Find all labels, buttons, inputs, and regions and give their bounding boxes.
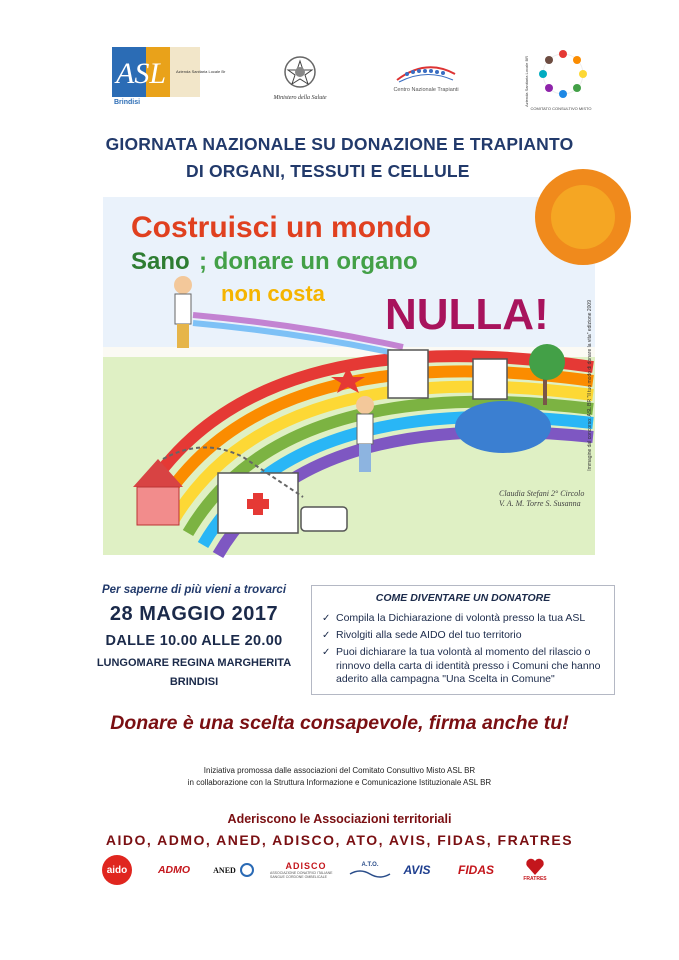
fratres-logo-text: FRATRES <box>523 876 547 882</box>
initiative-line1: Iniziativa promossa dalle associazioni del Comitato Consultivo Misto ASL BR <box>203 766 476 775</box>
admo-logo-text: ADMO <box>157 864 191 876</box>
adisco-logo-text: ADISCO <box>285 861 327 871</box>
fidas-logo-text: FIDAS <box>458 863 494 877</box>
aned-logo <box>208 854 260 886</box>
child-drawing <box>103 197 595 555</box>
ato-logo-text: A.T.O. <box>361 862 379 868</box>
drawing-text-nulla: NULLA! <box>385 290 549 339</box>
ato-wave-icon <box>350 868 390 878</box>
tree-icon <box>529 344 565 380</box>
aned-logo-text: ANED <box>213 865 236 875</box>
how-to-donate-list <box>322 612 610 690</box>
ministero-salute-logo <box>270 53 330 105</box>
drawing-text-sano: Sano <box>131 248 190 275</box>
cnt-people-icon <box>391 60 461 86</box>
asl-logo-tagline: Azienda Sanitaria Locale Br <box>176 69 226 74</box>
check-icon: ✓ <box>322 647 331 658</box>
ccm-caption: COMITATO CONSULTIVO MISTO <box>530 106 592 111</box>
republic-emblem-icon <box>270 53 330 93</box>
event-title-line2: DI ORGANI, TESSUTI E CELLULE <box>186 161 470 181</box>
fidas-logo <box>454 854 498 886</box>
list-item <box>322 612 610 626</box>
ccm-side-text: Azienda Sanitaria Locale BR <box>524 56 529 107</box>
ambulance-shape <box>301 507 347 531</box>
asl-logo-graphic <box>112 47 226 106</box>
asl-logo-text: ASL <box>116 57 167 90</box>
drawing-text-line1: Costruisci un mondo <box>131 211 431 244</box>
asl-logo-city: Brindisi <box>114 99 141 106</box>
list-item <box>322 629 610 643</box>
list-item-text: Puoi dichiarare la tua volontà al momento del rilascio o rinnovo della carta di identità presso i Comuni che hanno aderito alla campagna "Una Scelta in Comune" <box>336 646 601 685</box>
how-to-donate-heading: COME DIVENTARE UN DONATORE <box>375 592 551 604</box>
cnt-caption: Centro Nazionale Trapianti <box>393 87 459 93</box>
associations-heading: Aderiscono le Associazioni territoriali <box>227 812 452 826</box>
lake-shape <box>455 401 551 453</box>
sun-icon <box>535 169 631 265</box>
rainbow-drawing-illustration <box>103 197 595 555</box>
fratres-heart-icon <box>525 858 545 876</box>
event-date: 28 MAGGIO 2017 <box>109 603 279 625</box>
building-shape <box>473 359 507 399</box>
list-item-text: Compila la Dichiarazione di volontà presso la tua ASL <box>336 612 586 624</box>
adisco-logo-subtitle: ASSOCIAZIONE DONATRICI ITALIANE SANGUE CORDONE OMBELICALE <box>270 871 333 879</box>
event-city: BRINDISI <box>169 676 219 688</box>
visit-us-text: Per saperne di più vieni a trovarci <box>101 584 287 596</box>
avis-logo <box>394 854 440 886</box>
centro-trapianti-logo <box>391 60 461 100</box>
ccm-people-circle-icon <box>527 46 593 104</box>
slogan: Donare è una scelta consapevole, firma anche tu! <box>110 712 569 734</box>
comitato-consultivo-logo <box>524 46 593 112</box>
associations-list: AIDO, ADMO, ANED, ADISCO, ATO, AVIS, FIDAS, FRATRES <box>105 832 574 848</box>
drawing-signature: Claudia Stefani 2° Circolo V. A. M. Torre S. Susanna <box>499 489 585 508</box>
aido-logo-text: aido <box>102 855 132 885</box>
aned-circle-icon <box>239 862 255 878</box>
fratres-logo <box>518 854 552 886</box>
drawing-text-line3: non costa <box>221 281 325 306</box>
check-icon: ✓ <box>322 613 331 624</box>
drawing-credit: Immagine dal concorso: ASL BR "Il tuo modo di donare la vita" edizione 2009 <box>587 300 593 471</box>
list-item-text: Rivolgiti alla sede AIDO del tuo territorio <box>336 629 522 641</box>
adisco-logo <box>270 854 342 886</box>
event-hours: DALLE 10.00 ALLE 20.00 <box>105 633 283 649</box>
event-venue: LUNGOMARE REGINA MARGHERITA <box>96 657 292 669</box>
avis-logo-text: AVIS <box>403 863 431 877</box>
event-title-line1: GIORNATA NAZIONALE SU DONAZIONE E TRAPIANTO <box>105 134 574 154</box>
ato-logo <box>348 854 392 886</box>
ministero-caption: Ministero della Salute <box>273 95 327 101</box>
asl-logo <box>112 47 226 106</box>
list-item <box>322 646 610 687</box>
aido-logo <box>100 854 134 886</box>
how-to-donate-box <box>311 585 615 695</box>
initiative-line2: in collaborazione con la Struttura Informazione e Comunicazione Istituzionale ASL BR <box>187 778 492 787</box>
building-shape <box>388 350 428 398</box>
check-icon: ✓ <box>322 630 331 641</box>
admo-logo <box>148 854 200 886</box>
drawing-text-line2: ; donare un organo <box>199 248 418 275</box>
